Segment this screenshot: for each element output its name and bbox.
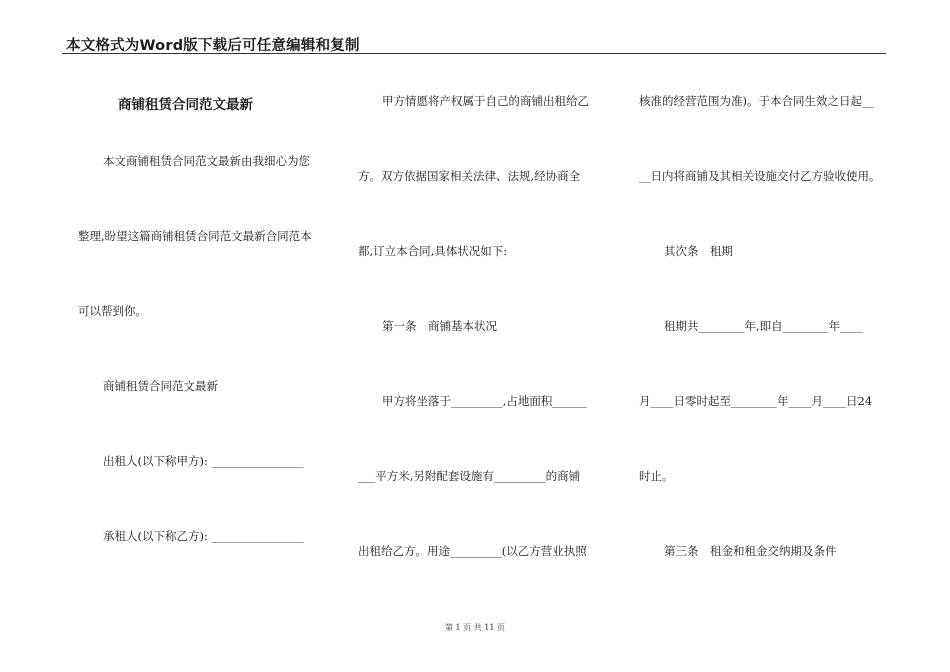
col2-line: ___平方米,另附配套设施有_________的商铺 xyxy=(358,469,581,483)
col2-line: 甲方情愿将产权属于自己的商铺出租给乙 xyxy=(382,94,589,108)
col3-line: 时止。 xyxy=(639,469,674,483)
col2-line: 都,订立本合同,具体状况如下: xyxy=(358,244,508,258)
col3-line: 核准的经营范围为准)。于本合同生效之日起__ xyxy=(639,94,874,108)
col1-line: 整理,盼望这篇商铺租赁合同范文最新合同范本 xyxy=(78,229,312,243)
col3-line: __日内将商铺及其相关设施交付乙方验收使用。 xyxy=(639,169,881,183)
page-footer: 第 1 页 共 11 页 xyxy=(445,623,505,632)
document-title: 商铺租赁合同范文最新 xyxy=(118,97,253,113)
col3-line: 月____日零时起至________年____月____日24 xyxy=(639,394,873,408)
section-heading: 第一条 商铺基本状况 xyxy=(382,319,497,333)
header-rule xyxy=(62,53,886,54)
landlord-line: 出租人(以下称甲方): ________________ xyxy=(103,454,304,468)
section-heading: 第三条 租金和租金交纳期及条件 xyxy=(664,544,837,558)
col1-line: 可以帮到你。 xyxy=(78,304,147,318)
tenant-line: 承租人(以下称乙方): ________________ xyxy=(103,529,304,543)
col2-line: 甲方将坐落于_________,占地面积______ xyxy=(382,394,587,408)
col1-line: 商铺租赁合同范文最新 xyxy=(103,379,218,393)
document-header-title: 本文格式为Word版下载后可任意编辑和复制 xyxy=(66,38,360,54)
col2-line: 出租给乙方。用途_________(以乙方营业执照 xyxy=(358,544,587,558)
col2-line: 方。双方依据国家相关法律、法规,经协商全 xyxy=(358,169,581,183)
section-heading: 其次条 租期 xyxy=(664,244,733,258)
col3-line: 租期共________年,即自________年____ xyxy=(664,319,864,333)
col1-line: 本文商铺租赁合同范文最新由我细心为您 xyxy=(103,154,310,168)
